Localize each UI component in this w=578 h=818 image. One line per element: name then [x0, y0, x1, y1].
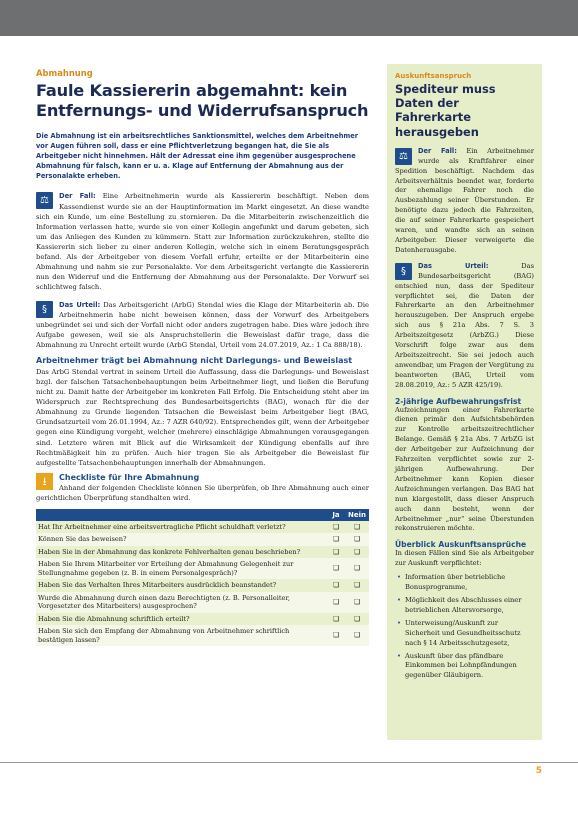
checkbox-ja[interactable]: ❏ — [327, 521, 345, 534]
page-number: 5 — [535, 766, 542, 776]
checklist-title: Checkliste für Ihre Abmahnung — [59, 472, 200, 482]
verdict-label: Das Urteil: — [59, 300, 101, 309]
sidebar-case-paragraph — [395, 147, 534, 256]
checkbox-nein[interactable]: ❏ — [345, 592, 369, 613]
checkbox-ja[interactable]: ❏ — [327, 546, 345, 559]
checklist-question: Wurde die Abmahnung durch einen dazu Berechtigten (z. B. Personalleiter, Vorgesetzter des Mitarbeiters) ausgesprochen? — [36, 592, 327, 613]
checkbox-ja[interactable]: ❏ — [327, 592, 345, 613]
checklist-question: Haben Sie Ihrem Mitarbeiter vor Erteilung der Abmahnung Gelegenheit zur Stellungnahme gegeben (z. B. in einem Personalgespräch)? — [36, 558, 327, 579]
checklist-table — [36, 509, 369, 647]
main-article — [36, 68, 369, 646]
table-row — [36, 521, 369, 534]
sidebar-article — [387, 64, 542, 740]
checkbox-nein[interactable]: ❏ — [345, 613, 369, 626]
case-text: Eine Arbeitnehmerin wurde als Kassiererin beschäftigt. Neben dem Kassendienst wurde sie an der Hauptinformation im Markt eingesetzt. An diese wandte sich ein Kunde, um eine Bestellung zu stornieren. Da die Mitarbeiterin zwischenzeitlich die Information verlassen hatte, wurde sie von einer Kollegin angefunkt und darum gebeten, sich um das Anliegen des Kunden zu kümmern. Statt zur Information zurückzukehren, stellte die Kassiererin sich lieber zu einer anderen Kollegin, welche sich in einem Beratungsgespräch befand. Als der Arbeitgeber von diesem Vorfall erfuhr, erteilte er der Mitarbeiterin eine Abmahnung und nahm sie zur Personalakte. Vor dem Arbeitsgericht verlangte die Kassiererin nun den Widerruf und die Entfernung der Abmahnung aus der Personalakte. Der Vorwurf sei schlichtweg falsch. — [36, 192, 370, 291]
verdict-text: Das Arbeitsgericht (ArbG) Stendal wies die Klage der Mitarbeiterin ab. Die Arbeitnehmerin habe nicht beweisen können, dass der Vorwurf des Arbeitgebers unbegründet sei und sich der Vorfall nicht oder anders zugetragen habe. Dies wäre jedoch ihre Aufgabe gewesen, weil sie als Anspruchstellerin die Beweislast dafür trage, dass die Abmahnung zu Unrecht erteilt wurde (ArbG Stendal, Urteil vom 24.07.2019, Az.: 1 Ca 888/18). — [36, 300, 369, 350]
table-row — [36, 592, 369, 613]
article-lead: Die Abmahnung ist ein arbeitsrechtliches Sanktionsmittel, welches dem Arbeitnehmer vor Augen führen soll, dass er eine Pflichtverletzung begangen hat, die Sie als Arbeitgeber nicht hinnehmen. Hält der Adressat eine ihm gegenüber ausgesprochene Abmahnung für falsch, kann er u. a. Klage auf Entfernung der Abmahnung aus der Personalakte erheben. — [36, 132, 359, 181]
paragraph-icon: § — [36, 301, 53, 318]
checklist-intro: Anhand der folgenden Checkliste können Sie überprüfen, ob Ihre Abmahnung auch einer gerichtlichen Überprüfung standhalten wird. — [36, 483, 369, 502]
sidebar-verdict-text: Das Bundesarbeitsgericht (BAG) entschied nun, dass der Spediteur verpflichtet sei, die Daten der Fahrerkarte an den Arbeitnehmer herauszugeben. Der Anspruch ergebe sich aus § 21a Abs. 7 S. 3 Arbeitszeitgesetz (ArbZG.) Diese Vorschrift folge zwar aus dem Arbeitszeitrecht. Sie sei jedoch auch anwendbar, um Fragen der Vergütung zu beantworten (BAG, Urteil vom 28.08.2019, Az.: 5 AZR 425/19). — [395, 261, 534, 389]
checkbox-nein[interactable]: ❏ — [345, 533, 369, 546]
article-headline: Faule Kassiererin abgemahnt: kein Entfernungs- und Widerrufsanspruch — [36, 81, 369, 120]
sidebar-verdict-paragraph — [395, 262, 534, 391]
sidebar-headline: Spediteur muss Daten der Fahrerkarte herausgeben — [395, 82, 496, 139]
case-label: Der Fall: — [59, 192, 96, 201]
section-text: Das ArbG Stendal vertrat in seinem Urteil die Auffassung, dass die Darlegungs- und Beweislast bzgl. der falschen Tatsachenbehauptungen beim Arbeitnehmer liegt, und ließen die Berufung nicht zu. Damit hatte der Arbeitgeber im konkreten Fall Erfolg. Die Entscheidung steht aber im Widerspruch zur Rechtsprechung des Bundesarbeitsgerichts (BAG), wonach für die der Abmahnung zu Grunde liegenden Tatsachen die Beweislast beim Arbeitgeber liegt (BAG, Grundsatzurteil vom 26.01.1994, Az.: 7 AZR 640/92). Entsprechendes gilt, wenn der Arbeitgeber gegen eine Kündigung vorgeht, welcher (mehrere) einschlägige Abmahnungen vorausgegangen sind. Letztere wären mit Blick auf die Wirksamkeit der Kündigung ebenfalls auf ihre Rechtmäßigkeit hin zu prüfen. Auch hier tragen Sie als Arbeitgeber die Beweislast für aufgestellte Tatsachenbehauptungen innerhalb der Abmahnungen. — [36, 368, 369, 467]
table-row — [36, 579, 369, 592]
checkbox-nein[interactable]: ❏ — [345, 579, 369, 592]
checkbox-nein[interactable]: ❏ — [345, 546, 369, 559]
checkbox-ja[interactable]: ❏ — [327, 613, 345, 626]
sidebar-case-text: Ein Arbeitnehmer wurde als Kraftfahrer einer Spedition beschäftigt. Nachdem das Arbeitsverhältnis beendet war, forderte der ehemalige Fahrer noch die Ausbezahlung seiner Überstunden. Er benötigte dazu jedoch die Fahrzeiten, die auf seiner Fahrerkarte gespeichert waren, und wandte sich an seinen Arbeitgeber. Dieser verweigerte die Datenherausgabe. — [395, 146, 534, 254]
checkbox-ja[interactable]: ❏ — [327, 625, 345, 646]
sidebar-kicker: Auskunftsanspruch — [395, 72, 472, 80]
table-row — [36, 533, 369, 546]
checklist-question: Hat Ihr Arbeitnehmer eine arbeitsvertragliche Pflicht schuldhaft verletzt? — [36, 521, 327, 534]
scales-icon: ⚖ — [395, 148, 412, 165]
checklist-question: Haben Sie in der Abmahnung das konkrete Fehlverhalten genau beschrieben? — [36, 546, 327, 559]
footer-divider — [0, 762, 578, 763]
section-heading: Arbeitnehmer trägt bei Abmahnung nicht Darlegungs- und Beweislast — [36, 356, 353, 366]
checkbox-ja[interactable]: ❏ — [327, 533, 345, 546]
sidebar-verdict-label: Das Urteil: — [418, 261, 489, 270]
case-paragraph — [36, 191, 369, 291]
table-row — [36, 613, 369, 626]
checklist-nein-header: Nein — [345, 509, 369, 521]
checkbox-nein[interactable]: ❏ — [345, 521, 369, 534]
sidebar-section-text-retention: Aufzeichnungen einer Fahrerkarte dienen primär den Aufsichtsbehörden zur Kontrolle arbeitszeitrechtlicher Belange. Gemäß § 21a Abs. 7 ArbZG ist der Arbeitgeber zur Aufzeichnung der Fahrzeiten verpflichtet sowie zur 2-jährigen Aufbewahrung. Der Arbeitnehmer kann Kopien dieser Aufzeichnungen verlangen. Das BAG hat nun klargestellt, dass dieser Anspruch auch dann besteht, wenn der Arbeitnehmer „nur“ seine Überstunden rekonstruieren möchte. — [395, 405, 534, 533]
download-icon: ⭳ — [36, 473, 53, 490]
top-bar — [0, 0, 578, 36]
checklist-question: Haben Sie das Verhalten Ihres Mitarbeiters ausdrücklich beanstandet? — [36, 579, 327, 592]
checkbox-ja[interactable]: ❏ — [327, 558, 345, 579]
paragraph-icon: § — [395, 263, 412, 280]
checklist-header — [36, 472, 369, 503]
list-item: • Auskunft über das pfändbare Einkommen bei Lohnpfändungen gegenüber Gläubigern. — [395, 652, 534, 682]
checklist-question-header — [36, 509, 327, 521]
list-item: • Unterweisung/Auskunft zur Sicherheit und Gesundheitsschutz nach § 14 Arbeitsschutzgesetz, — [395, 619, 534, 649]
checkbox-nein[interactable]: ❏ — [345, 625, 369, 646]
list-item: • Möglichkeit des Abschlusses einer betrieblichen Altersvorsorge, — [395, 596, 534, 616]
table-row — [36, 546, 369, 559]
sidebar-section-text-overview: In diesen Fällen sind Sie als Arbeitgeber zur Auskunft verpflichtet: — [395, 549, 534, 568]
sidebar-bullet-list — [395, 573, 534, 681]
sidebar-section-heading-overview: Überblick Auskunftsansprüche — [395, 540, 527, 550]
checkbox-ja[interactable]: ❏ — [327, 579, 345, 592]
checklist-question: Haben Sie die Abmahnung schriftlich erteilt? — [36, 613, 327, 626]
table-row — [36, 558, 369, 579]
checklist-question: Haben Sie sich den Empfang der Abmahnung von Arbeitnehmer schriftlich bestätigen lassen? — [36, 625, 327, 646]
list-item: • Information über betriebliche Bonusprogramme, — [395, 573, 534, 593]
sidebar-section-heading-retention: 2-jährige Aufbewahrungsfrist — [395, 396, 522, 406]
verdict-paragraph — [36, 300, 369, 350]
checklist-ja-header: Ja — [327, 509, 345, 521]
scales-icon: ⚖ — [36, 192, 53, 209]
sidebar-case-label: Der Fall: — [418, 146, 457, 155]
table-row — [36, 625, 369, 646]
article-kicker: Abmahnung — [36, 68, 93, 78]
checkbox-nein[interactable]: ❏ — [345, 558, 369, 579]
checklist-question: Können Sie das beweisen? — [36, 533, 327, 546]
